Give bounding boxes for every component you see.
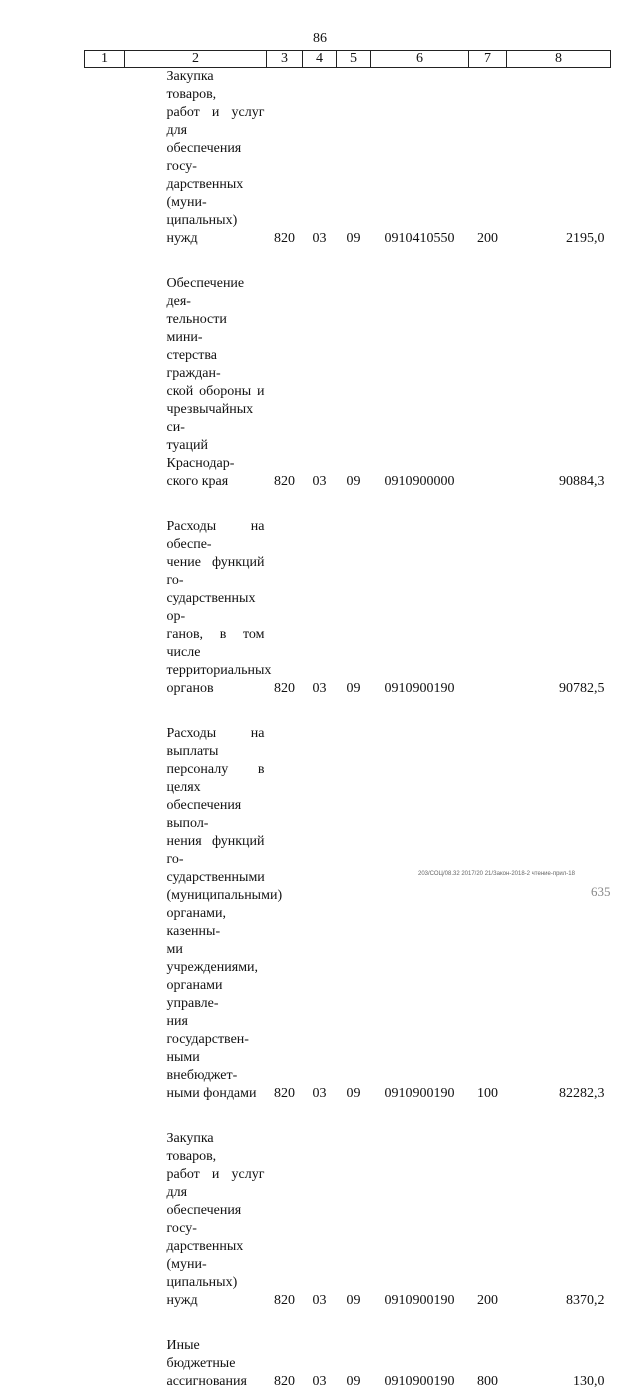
table-row — [85, 725, 611, 1103]
cell-col-1 — [85, 725, 125, 1103]
description-line: сударственных ор- — [167, 590, 265, 626]
description-line: стерства граждан- — [167, 347, 265, 383]
header-col-6: 6 — [371, 51, 469, 68]
amount: 90884,3 — [507, 275, 611, 491]
description-line: Обеспечение дея- — [167, 275, 265, 311]
table-row — [85, 518, 611, 698]
row-spacer — [85, 698, 611, 725]
section-code: 03 — [303, 518, 337, 698]
description-line: (муниципальными) — [167, 887, 265, 905]
description-line: дарственных (муни- — [167, 176, 265, 212]
subsection-code: 09 — [337, 725, 371, 1103]
description-line: чрезвычайных си- — [167, 401, 265, 437]
description-line: ными внебюджет- — [167, 1049, 265, 1085]
target-article: 0910900190 — [371, 518, 469, 698]
expense-type — [469, 518, 507, 698]
description-line: персоналу в целях — [167, 761, 265, 797]
description-line: органами, казенны- — [167, 905, 265, 941]
description-line: ского края — [167, 473, 265, 491]
cell-col-1 — [85, 518, 125, 698]
description-line: нения функций го- — [167, 833, 265, 869]
expense-type: 100 — [469, 725, 507, 1103]
table-row — [85, 68, 611, 249]
footer-path: 203/СОЦ/08.32 2017/20 21/Закон-2018-2 чтение-прил-18 — [418, 871, 575, 877]
description-line: туаций Краснодар- — [167, 437, 265, 473]
section-code: 03 — [303, 1337, 337, 1391]
description-line: Закупка товаров, — [167, 68, 265, 104]
cell-col-1 — [85, 1337, 125, 1391]
description-line: обеспечения госу- — [167, 140, 265, 176]
row-spacer — [85, 248, 611, 275]
admin-code: 820 — [267, 1337, 303, 1391]
header-col-4: 4 — [303, 51, 337, 68]
description-line: сударственными — [167, 869, 265, 887]
description-line: чение функций го- — [167, 554, 265, 590]
header-row — [85, 51, 611, 68]
row-spacer — [85, 491, 611, 518]
expense-type: 200 — [469, 68, 507, 249]
table-body — [85, 68, 611, 1391]
description-line: территориальных — [167, 662, 265, 680]
section-code: 03 — [303, 275, 337, 491]
description-line: органов — [167, 680, 265, 698]
expense-type: 800 — [469, 1337, 507, 1391]
amount: 90782,5 — [507, 518, 611, 698]
row-description — [125, 725, 267, 1103]
section-code: 03 — [303, 68, 337, 249]
section-code: 03 — [303, 725, 337, 1103]
amount: 2195,0 — [507, 68, 611, 249]
description-line: обеспечения выпол- — [167, 797, 265, 833]
table-row — [85, 275, 611, 491]
subsection-code: 09 — [337, 518, 371, 698]
amount: 82282,3 — [507, 725, 611, 1103]
subsection-code: 09 — [337, 1337, 371, 1391]
row-spacer — [85, 1310, 611, 1337]
description-line: ными фондами — [167, 1085, 265, 1103]
admin-code: 820 — [267, 275, 303, 491]
amount: 8370,2 — [507, 1130, 611, 1310]
description-line: ганов, в том числе — [167, 626, 265, 662]
target-article: 0910900190 — [371, 725, 469, 1103]
target-article: 0910900000 — [371, 275, 469, 491]
section-code: 03 — [303, 1130, 337, 1310]
subsection-code: 09 — [337, 1130, 371, 1310]
description-line: ципальных) нужд — [167, 212, 265, 248]
row-description — [125, 518, 267, 698]
description-line: ассигнования — [167, 1373, 265, 1391]
page-number: 86 — [0, 31, 640, 47]
target-article: 0910410550 — [371, 68, 469, 249]
admin-code: 820 — [267, 68, 303, 249]
row-description — [125, 1337, 267, 1391]
expense-type: 200 — [469, 1130, 507, 1310]
header-col-2: 2 — [125, 51, 267, 68]
row-spacer — [85, 1103, 611, 1130]
target-article: 0910900190 — [371, 1337, 469, 1391]
description-line: Иные бюджетные — [167, 1337, 265, 1373]
admin-code: 820 — [267, 1130, 303, 1310]
cell-col-1 — [85, 68, 125, 249]
description-line: дарственных (муни- — [167, 1238, 265, 1274]
row-description — [125, 1130, 267, 1310]
row-description — [125, 68, 267, 249]
row-description — [125, 275, 267, 491]
target-article: 0910900190 — [371, 1130, 469, 1310]
description-line: работ и услуг для — [167, 104, 265, 140]
cell-col-1 — [85, 1130, 125, 1310]
subsection-code: 09 — [337, 68, 371, 249]
table-row — [85, 1337, 611, 1391]
table-row — [85, 1130, 611, 1310]
footer-sheet-number: 635 — [591, 884, 611, 900]
description-line: органами управле- — [167, 977, 265, 1013]
description-line: ми учреждениями, — [167, 941, 265, 977]
header-col-8: 8 — [507, 51, 611, 68]
expense-type — [469, 275, 507, 491]
description-line: ния государствен- — [167, 1013, 265, 1049]
description-line: обеспечения госу- — [167, 1202, 265, 1238]
description-line: Закупка товаров, — [167, 1130, 265, 1166]
budget-table — [84, 50, 611, 1391]
subsection-code: 09 — [337, 275, 371, 491]
description-line: Расходы на обеспе- — [167, 518, 265, 554]
header-col-5: 5 — [337, 51, 371, 68]
header-col-3: 3 — [267, 51, 303, 68]
description-line: ской обороны и — [167, 383, 265, 401]
description-line: тельности мини- — [167, 311, 265, 347]
header-col-7: 7 — [469, 51, 507, 68]
admin-code: 820 — [267, 518, 303, 698]
amount: 130,0 — [507, 1337, 611, 1391]
description-line: Расходы на выплаты — [167, 725, 265, 761]
cell-col-1 — [85, 275, 125, 491]
description-line: ципальных) нужд — [167, 1274, 265, 1310]
description-line: работ и услуг для — [167, 1166, 265, 1202]
admin-code: 820 — [267, 725, 303, 1103]
header-col-1: 1 — [85, 51, 125, 68]
